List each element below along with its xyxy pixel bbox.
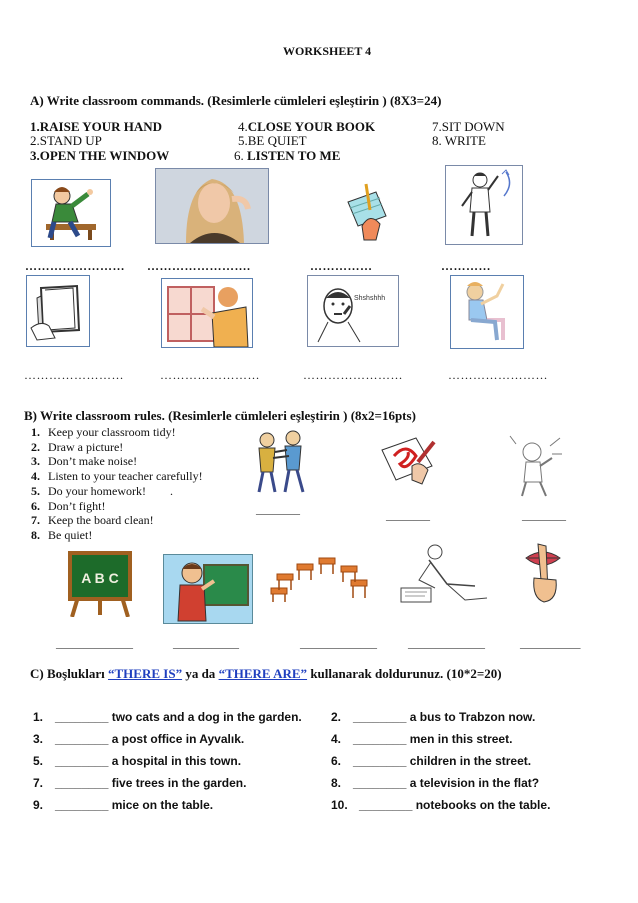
sentence-item[interactable]: 4. ________ men in this street.: [331, 732, 513, 746]
sentence-item[interactable]: 3. ________ a post office in Ayvalık.: [33, 732, 245, 746]
blank-a-5[interactable]: ……………………: [24, 368, 124, 382]
sentence-item[interactable]: 2. ________ a bus to Trabzon now.: [331, 710, 536, 724]
svg-text:Shshshhh: Shshshhh: [354, 295, 386, 302]
sentence-item[interactable]: 10. ________ notebooks on the table.: [331, 798, 551, 812]
rule-item: 5. Do your homework! .: [31, 484, 173, 498]
rule-item: 1. Keep your classroom tidy!: [31, 425, 176, 439]
blank-b-top-2[interactable]: ________: [386, 510, 430, 522]
rule-item: 2. Draw a picture!: [31, 440, 124, 454]
rule-item: 8. Be quiet!: [31, 528, 93, 542]
sentence-item[interactable]: 1. ________ two cats and a dog in the garden.: [33, 710, 302, 724]
tidy-classroom-picture: [267, 540, 371, 604]
section-b-heading: B) Write classroom rules. (Resimlerle cümleleri eşleştirin ) (8x2=16pts): [24, 408, 416, 423]
there-are-keyword: “THERE ARE”: [218, 666, 308, 681]
blank-a-7[interactable]: ……………………: [303, 368, 403, 382]
sentence-item[interactable]: 9. ________ mice on the table.: [33, 798, 214, 812]
fight-picture: [245, 428, 315, 496]
section-c-heading: C) Boşlukları “THERE IS” ya da “THERE ARE” kullanarak doldurunuz. (10*2=20): [30, 666, 502, 681]
command-2: 2.STAND UP: [30, 133, 102, 148]
noise-picture: [506, 432, 566, 498]
blank-a-1[interactable]: ……………………: [25, 259, 125, 273]
blank-a-6[interactable]: ……………………: [160, 368, 260, 382]
command-8: 8. WRITE: [432, 133, 486, 148]
blank-b-top-3[interactable]: ________: [522, 510, 566, 522]
be-quiet-picture: [307, 275, 399, 347]
worksheet-title: WORKSHEET 4: [283, 44, 372, 58]
blank-a-8[interactable]: ……………………: [448, 368, 548, 382]
command-6: 6. LISTEN TO ME: [234, 148, 341, 163]
close-book-picture: [26, 275, 90, 347]
draw-picture: [376, 432, 444, 492]
section-a-heading: A) Write classroom commands. (Resimlerle cümleleri eşleştirin ) (8X3=24): [30, 93, 442, 108]
blank-a-3[interactable]: ……………: [310, 259, 373, 273]
write-picture: [340, 182, 396, 242]
listen-photo: [155, 168, 269, 244]
board-picture: [66, 547, 134, 617]
command-3: 3.OPEN THE WINDOW: [30, 148, 170, 163]
blank-b-bottom-1[interactable]: ______________: [56, 638, 133, 650]
blank-a-4[interactable]: …………: [441, 259, 491, 273]
stand-up-picture: [445, 165, 523, 245]
rule-item: 3. Don’t make noise!: [31, 454, 138, 468]
teacher-picture: [163, 554, 253, 624]
blank-b-bottom-5[interactable]: ___________: [520, 638, 581, 650]
command-1: 1.RAISE YOUR HAND: [30, 119, 163, 134]
rule-item: 4. Listen to your teacher carefully!: [31, 469, 203, 483]
there-is-keyword: “THERE IS”: [108, 666, 183, 681]
board-abc-text: A B C: [81, 570, 119, 586]
be-quiet-finger-picture: [518, 540, 568, 606]
open-window-picture: [161, 278, 253, 348]
sentence-item[interactable]: 8. ________ a television in the flat?: [331, 776, 540, 790]
blank-b-top-1[interactable]: ________: [256, 504, 300, 516]
command-5: 5.BE QUIET: [238, 133, 307, 148]
sit-down-picture: [450, 275, 524, 349]
blank-b-bottom-4[interactable]: ______________: [408, 638, 485, 650]
homework-picture: [395, 540, 493, 608]
sentence-item[interactable]: 7. ________ five trees in the garden.: [33, 776, 247, 790]
raise-hand-picture: [31, 179, 111, 247]
sentence-item[interactable]: 5. ________ a hospital in this town.: [33, 754, 242, 768]
rule-item: 7. Keep the board clean!: [31, 513, 154, 527]
blank-b-bottom-3[interactable]: ______________: [300, 638, 377, 650]
blank-b-bottom-2[interactable]: ____________: [173, 638, 239, 650]
command-4: 4.CLOSE YOUR BOOK: [238, 119, 376, 134]
command-7: 7.SIT DOWN: [432, 119, 505, 134]
sentence-item[interactable]: 6. ________ children in the street.: [331, 754, 532, 768]
rule-item: 6. Don’t fight!: [31, 499, 106, 513]
blank-a-2[interactable]: …………………….: [147, 259, 251, 273]
